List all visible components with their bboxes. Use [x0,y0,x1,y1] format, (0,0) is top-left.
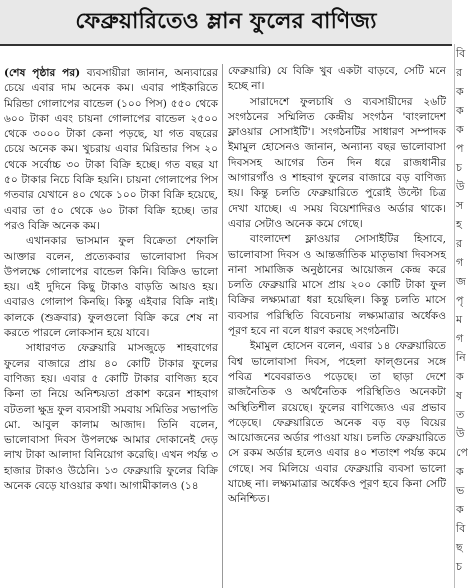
edge-fragment: উ [456,427,465,440]
edge-fragment: জ [456,275,466,288]
paragraph: এখানকার ভাসমান ফুল বিক্রেতা শেফালি আক্তার বলেন, প্রত্যেকবার ভালোবাসা দিবস উপলক্ষে গোলাপের বান্ডেল কিনি। বিক্রিও ভালো হয়। এই দুদিনে কিছু টাকাও বাড়তি আয়ও হয়। এবারও গোলাপ কিনছি। কিন্তু এইবার বিক্রি নাই। কালকে (শুক্রবার) ফুলগুলো বিক্রি করে শেষ না করতে পারলে লোকসান হয়ে যাবে। [4,235,218,340]
edge-fragment: ক [456,85,464,98]
edge-fragment: ক [456,104,464,117]
edge-fragment: ষ [456,389,463,402]
edge-fragment: পে [456,446,468,459]
edge-fragment: গ [456,332,464,345]
edge-fragment: র [456,66,463,79]
edge-fragment: ছ [456,541,463,554]
edge-fragment: গ [456,256,464,269]
edge-fragment: পৃ [456,294,464,307]
column-divider [222,64,223,588]
paragraph: ইমামুল হোসেন বলেন, এবার ১৪ ফেব্রুয়ারিতে বিশ্ব ভালোবাসা দিবস, পহেলা ফাল্গুনের সঙ্গে পবিত্র শবেবরাতও পড়েছে। তা ছাড়া দেশে রাজনৈতিক ও অর্থনৈতিক পরিস্থিতিও অনেকটা অস্থিতিশীল রয়েছে। ফুলের বাণিজ্যেও এর প্রভাব পড়েছে। ফেব্রুয়ারিতে অনেক বড় বড় বিয়ের আয়োজনের অর্ডার পাওয়া যায়। চলতি ফেব্রুয়ারিতে সে রকম অর্ডার হলেও এবার ৪০ শতাংশ পর্যন্ত কমে গেছে। সব মিলিয়ে এবার ফেব্রুয়ারি ব্যবসা ভালো যাচ্ছে না। লক্ষ্যমাত্রার অর্ধেকও পূরণ হবে কিনা সেটি অনিশ্চিত। [228,340,446,506]
paragraph: সারাদেশে ফুলচাষি ও ব্যবসায়ীদের ২৬টি সংগঠনের সম্মিলিত কেন্দ্রীয় সংগঠন 'বাংলাদেশ ফ্লাওয়ার সোসাইটি'। সংগঠনটির সাধারণ সম্পাদক ইমামুল হোসেনও জানান, অন্যান্য বছর ভালোবাসা দিবসসহ আগের তিন দিন ধরে রাজধানীর আগারগাঁও ও শাহবাগ ফুলের বাজারে বড় বাণিজ্য হয়। কিন্তু চলতি ফেব্রুয়ারিতে পুরোই উল্টো চিত্র দেখা যাচ্ছে। এ সময় বিয়েশাদিরও অর্ডার থাকে। এবার সেটাও অনেক কমে গেছে। [228,95,446,230]
edge-fragment: বি [456,47,466,60]
paragraph: সাধারণত ফেব্রুয়ারি মাসজুড়ে শাহবাগের ফুলের বাজারে প্রায় ৪০ কোটি টাকার ফুলের বাণিজ্য হয়। এবার ৫ কোটি টাকার বাণিজ্য হবে কিনা তা নিয়ে অনিশ্চয়তা প্রকাশ করেন শাহবাগ বটতলা ক্ষুদ্র ফুল ব্যবসায়ী সমবায় সমিতির সভাপতি মো. আবুল কালাম আজাদ। তিনি বলেন, ভালোবাসা দিবস উপলক্ষে আমার দোকানেই দেড় লাখ টাকা আলাদা বিনিয়োগ করেছি। এখন পর্যন্ত ৩ হাজার টাকাও উঠেনি। ১৩ ফেব্রুয়ারি ফুলের বিক্রি অনেক বেড়ে যাওয়ার কথা। আগামীকালও (১৪ [4,342,218,493]
paragraph-text: ব্যবসায়ীরা জানান, অন্যবারের চেয়ে এবার দাম অনেক কম। এবার পাইকারিতে মিরিন্ডা গোলাপের বান্ডেল (১০০ পিস) ৫৫০ থেকে ৬০০ টাকা এবং চায়না গোলাপের বান্ডেল ২৫০০ থেকে ৩০০০ টাকা কেনা পড়ছে, যা গত বছরের চেয়ে অনেক কম। খুচরায় এবার মিরিন্ডার পিস ২০ থেকে সর্বোচ্চ ৩০ টাকা বিক্রি হচ্ছে। গত বছর যা ৫০ টাকার নিচে বিক্রি হয়নি। চায়না গোলাপের পিস গতবার যেখানে ৪০ থেকে ১০০ টাকা বিক্রি হয়েছে, এবার তা ৫০ থেকে ৬০ টাকা বিক্রি হচ্ছে। তার পরও বিক্রি অনেক কম। [4,67,218,232]
edge-fragment: চ [456,161,462,174]
edge-fragment: ক [456,123,464,136]
edge-fragment: ক [456,465,464,478]
edge-fragment: উ [456,180,465,193]
paragraph: ফেব্রুয়ারি) যে বিক্রি খুব একটা বাড়বে, সেটি মনে হচ্ছে না। [228,65,446,93]
edge-fragment: প [456,142,464,155]
edge-fragment: ক [456,370,464,383]
edge-fragment: বি [456,522,466,535]
edge-fragment: ভ [456,484,465,497]
edge-fragment: হ [456,218,462,231]
article-column-1 [4,66,218,588]
edge-fragment: ক [456,503,464,516]
edge-fragment: চ [456,560,462,573]
paragraph: বাংলাদেশ ফ্লাওয়ার সোসাইটির হিসাবে, ভালোবাসা দিবস ও আন্তর্জাতিক মাতৃভাষা দিবসসহ নানা সামাজিক অনুষ্ঠানের আয়োজন কেন্দ্র করে চলতি ফেব্রুয়ারি মাসে প্রায় ২০০ কোটি টাকা ফুল বিক্রির লক্ষ্যমাত্রা ধরা হয়েছিল। কিন্তু চলতি মাসে ব্যবসার পরিস্থিতি বিবেচনায় লক্ষ্যমাত্রার অর্ধেকও পূরণ হবে না বলে ধারণ করছে সংগঠনটি। [228,233,446,338]
edge-fragment: স [456,199,464,212]
paragraph [4,66,218,234]
edge-fragment: র [456,237,463,250]
edge-fragment: ম [456,313,463,326]
adjacent-article-edge [454,44,468,588]
article-column-2 [228,64,446,586]
edge-fragment: ত [456,408,465,421]
continuation-marker: (শেষ পৃষ্ঠার পর) [4,67,81,79]
headline: ফেব্রুয়ারিতেও ম্লান ফুলের বাণিজ্য [0,0,452,46]
edge-fragment: নি [456,351,466,364]
